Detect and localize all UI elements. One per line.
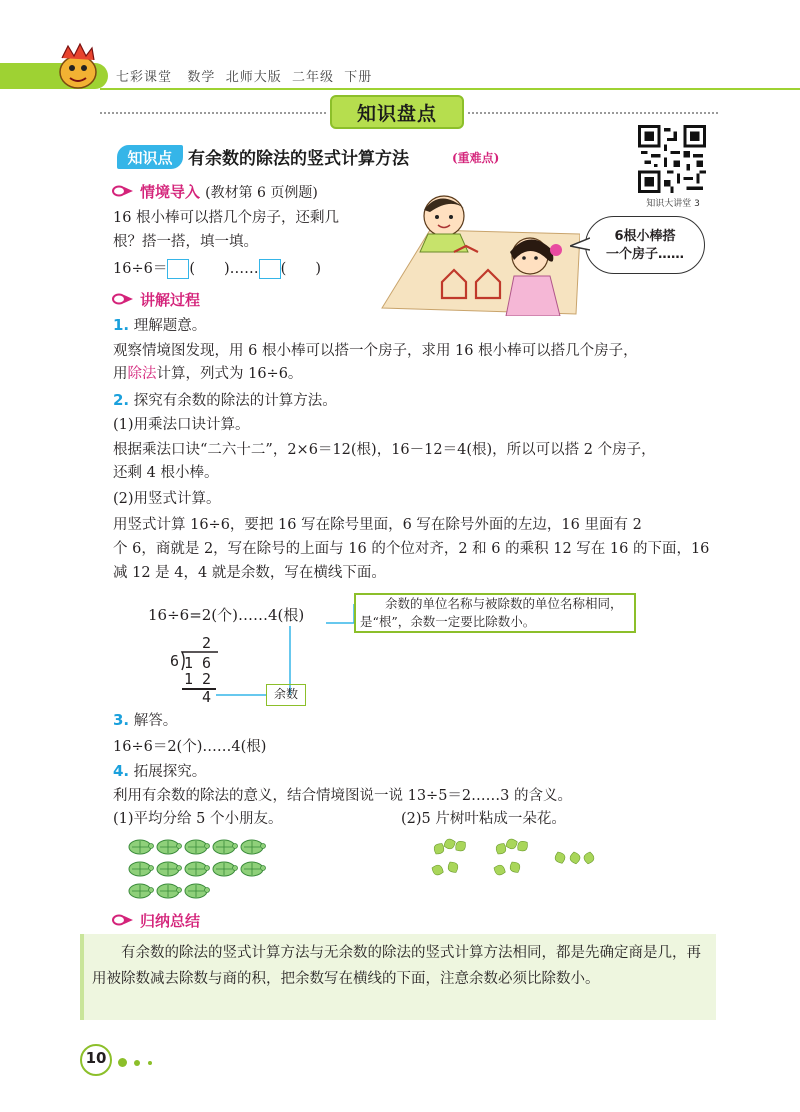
speech-bubble-text (590, 228, 700, 264)
mascot-icon (52, 40, 104, 92)
long-div-quotient: 2 (202, 634, 212, 652)
vertical-equation: 16÷6=2(个)……4(根) (148, 606, 305, 624)
quotient-unit-paren: ( ) (189, 261, 230, 277)
section-bullet-icon (112, 293, 134, 305)
header-subject: 数学 (187, 70, 216, 85)
sub-1-title: (1)用乘法口诀计算。 (113, 417, 250, 433)
step-3-answer: 16÷6＝2(个)……4(根) (113, 739, 267, 755)
qr-caption: 知识大讲堂 3 (646, 199, 700, 209)
situation-equation (113, 258, 321, 280)
step-3-title: 解答。 (133, 713, 178, 729)
page-number: 10 (85, 1049, 107, 1067)
explain-heading: 讲解过程 (140, 291, 201, 309)
long-div-product: 1 2 (184, 670, 212, 688)
step-4-number: 4. (113, 762, 130, 780)
footer-dot-1 (118, 1058, 127, 1067)
situation-question-2: 根？搭一搭，填一填。 (113, 234, 258, 250)
step-1-text-line-1: 观察情境图发现，用 6 根小棒可以搭一个房子，求用 16 根小棒可以搭几个房子， (113, 343, 638, 359)
sub-1-text-line-1: 根据乘法口诀“二六十二”，2×6＝12(根)，16－12＝4(根)，所以可以搭 2 个房子， (113, 442, 656, 458)
step-4-text: 利用有余数的除法的意义，结合情境图说一说 13÷5＝2……3 的含义。 (113, 788, 572, 804)
summary-text: 有余数的除法的竖式计算方法与无余数的除法的竖式计算方法相同，都是先确定商是几，再用被除数减去除数与商的积，把余数写在横线的下面，注意余数必须比除数小。 (92, 945, 701, 987)
situation-note: (教材第 6 页例题) (205, 185, 318, 201)
speech-bubble-tail (570, 236, 590, 252)
summary-heading: 归纳总结 (140, 912, 201, 930)
qr-code-icon[interactable] (638, 125, 706, 193)
header-rule (100, 88, 800, 90)
remainder-tag: 余数 (266, 684, 306, 706)
situation-dots: …… (229, 261, 259, 277)
situation-heading-row (140, 181, 318, 202)
header-grade: 二年级 (291, 70, 334, 85)
step-1-title: 理解题意。 (133, 318, 207, 334)
step-4-row (113, 760, 206, 783)
step-1-text-pre: 用 (113, 366, 128, 382)
speech-bubble-line-1: 6根小棒搭 (614, 229, 676, 244)
step-1-row (113, 314, 206, 337)
sub-2-text-line-1: 用竖式计算 16÷6，要把 16 写在除号里面，6 写在除号外面的左边，16 里面有 2 (113, 517, 642, 533)
situation-question-1: 16 根小棒可以搭几个房子，还剩几 (113, 210, 340, 226)
quotient-answer-box[interactable] (167, 259, 189, 279)
sub-2-title: (2)用竖式计算。 (113, 491, 221, 507)
section-banner-title: 知识盘点 (356, 103, 437, 125)
step-2-row (113, 389, 337, 412)
sub-2-text-line-2: 个 6，商就是 2，写在除号的上面与 16 的个位对齐，2 和 6 的乘积 12 写在 16 的下面，16 (113, 541, 710, 557)
step-2-number: 2. (113, 391, 130, 409)
remainder-note-text: 余数的单位名称与被除数的单位名称相同，是“根”，余数一定要比除数小。 (360, 596, 623, 629)
situation-equation-prefix: 16÷6＝ (113, 261, 168, 277)
header-series: 七彩课堂 (116, 70, 173, 85)
leaves-illustration (428, 836, 608, 886)
section-bullet-icon (112, 914, 134, 926)
header-edition: 北师大版 (225, 70, 282, 85)
step-1-text-line-2 (113, 363, 302, 385)
speech-bubble-line-2: 一个房子…… (605, 247, 684, 262)
turtles-illustration (128, 836, 268, 906)
header-volume: 下册 (344, 70, 373, 85)
step-4-title: 拓展探究。 (133, 764, 207, 780)
sub-2-text-line-3: 减 12 是 4，4 就是余数，写在横线下面。 (113, 565, 386, 581)
step-4-option-2: (2)5 片树叶粘成一朵花。 (401, 811, 566, 827)
step-4-option-1: (1)平均分给 5 个小朋友。 (113, 811, 283, 827)
knowledge-point-tag-label: 知识点 (127, 149, 173, 167)
step-3-row (113, 709, 177, 732)
difficulty-label: (重难点) (452, 151, 500, 165)
remainder-unit-paren: ( ) (280, 261, 321, 277)
banner-dotted-left (100, 112, 326, 114)
long-div-dividend: 1 6 (184, 654, 212, 672)
long-div-remainder: 4 (202, 688, 212, 706)
sub-1-text-line-2: 还剩 4 根小棒。 (113, 465, 219, 481)
section-bullet-icon (112, 185, 134, 197)
step-1-text-post: 计算，列式为 16÷6。 (156, 366, 303, 382)
step-3-number: 3. (113, 711, 130, 729)
remainder-answer-box[interactable] (259, 259, 281, 279)
step-2-title: 探究有余数的除法的计算方法。 (133, 393, 337, 409)
knowledge-point-title: 有余数的除法的竖式计算方法 (188, 149, 409, 169)
step-1-number: 1. (113, 316, 130, 334)
situation-heading: 情境导入 (140, 183, 201, 201)
header-info (116, 66, 372, 85)
banner-dotted-right (468, 112, 718, 114)
footer-dot-2 (134, 1060, 140, 1066)
step-1-text-emphasis: 除法 (127, 366, 157, 382)
children-sticks-illustration (380, 190, 580, 316)
footer-dot-3 (148, 1061, 152, 1065)
long-div-divisor: 6 (170, 652, 180, 670)
